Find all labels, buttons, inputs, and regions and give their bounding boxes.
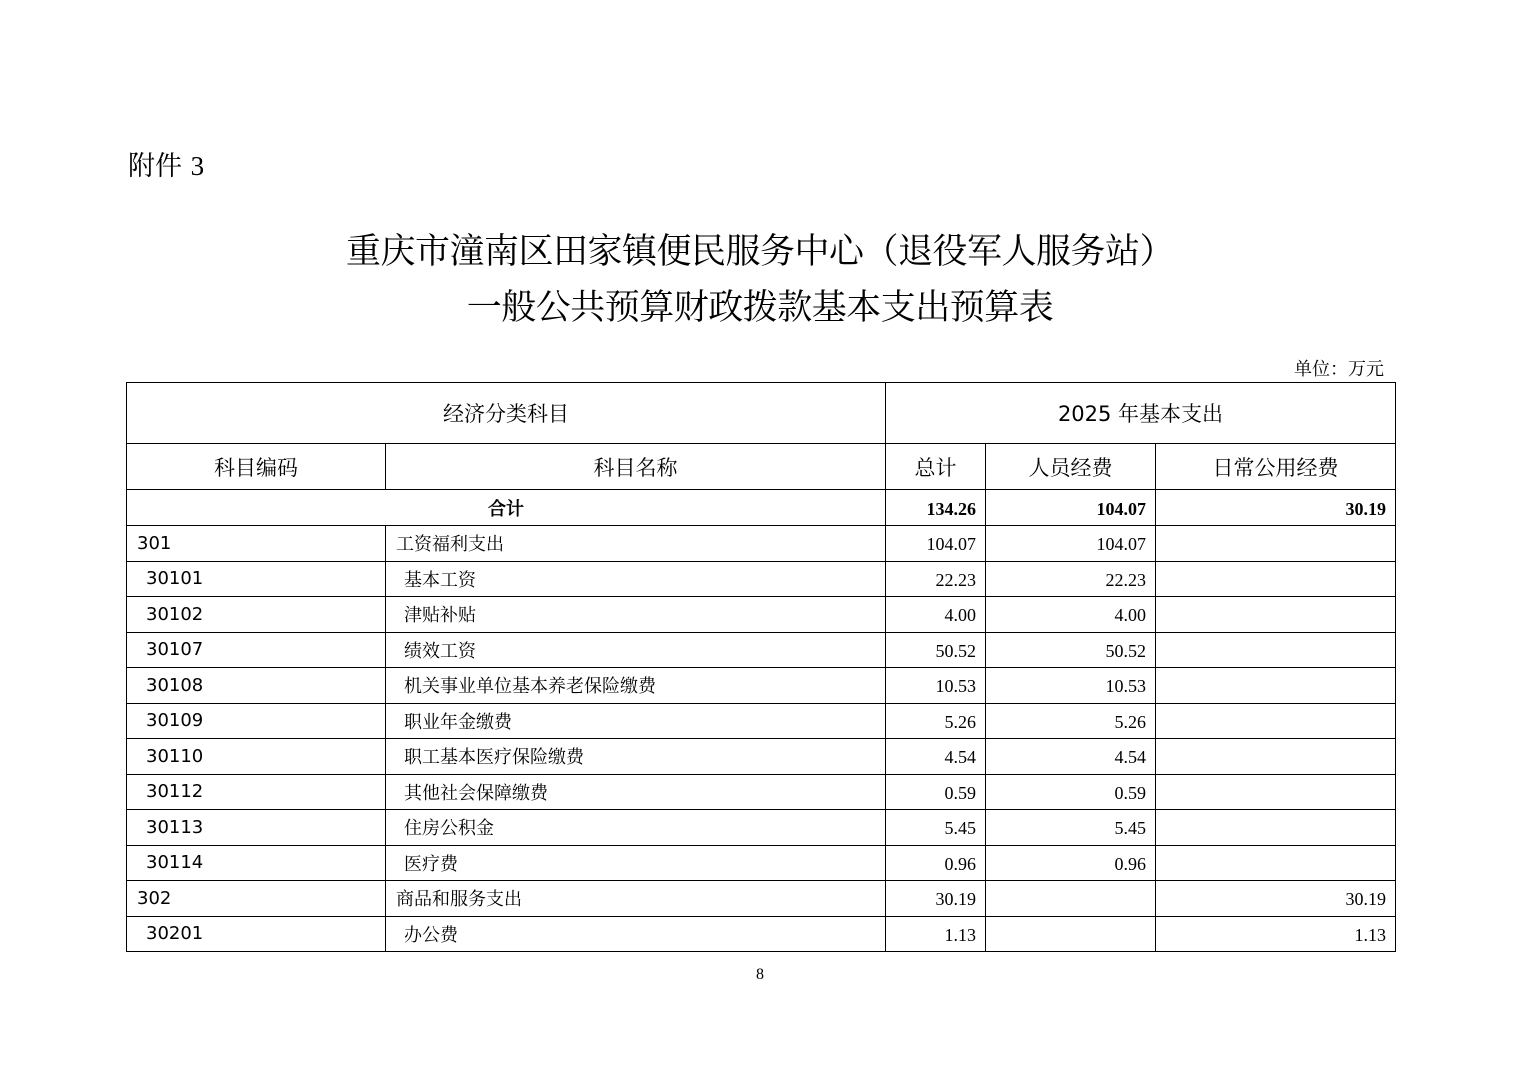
row-personnel: 50.52	[986, 632, 1156, 668]
row-personnel	[986, 916, 1156, 952]
table-row	[127, 561, 1396, 597]
row-total: 5.26	[886, 703, 986, 739]
row-personnel	[986, 881, 1156, 917]
row-personnel: 4.54	[986, 739, 1156, 775]
row-total: 30.19	[886, 881, 986, 917]
row-daily	[1156, 810, 1396, 846]
row-code: 301	[127, 526, 386, 562]
row-daily	[1156, 561, 1396, 597]
row-daily	[1156, 845, 1396, 881]
row-name: 基本工资	[386, 561, 886, 597]
row-name: 商品和服务支出	[386, 881, 886, 917]
row-name: 绩效工资	[386, 632, 886, 668]
table-row	[127, 526, 1396, 562]
header-year-expenditure: 2025 年基本支出	[886, 383, 1396, 444]
row-daily: 30.19	[1156, 881, 1396, 917]
row-name: 住房公积金	[386, 810, 886, 846]
row-total: 5.45	[886, 810, 986, 846]
table-row	[127, 845, 1396, 881]
row-personnel: 0.96	[986, 845, 1156, 881]
row-name: 职业年金缴费	[386, 703, 886, 739]
row-code: 30108	[127, 668, 386, 704]
total-total: 134.26	[886, 490, 986, 526]
page-number: 8	[756, 966, 764, 983]
row-daily	[1156, 632, 1396, 668]
row-daily	[1156, 703, 1396, 739]
budget-table	[126, 382, 1396, 952]
total-daily: 30.19	[1156, 490, 1396, 526]
row-name: 其他社会保障缴费	[386, 774, 886, 810]
table-row	[127, 810, 1396, 846]
row-personnel: 4.00	[986, 597, 1156, 633]
row-total: 0.59	[886, 774, 986, 810]
total-personnel: 104.07	[986, 490, 1156, 526]
row-total: 1.13	[886, 916, 986, 952]
row-personnel: 0.59	[986, 774, 1156, 810]
row-personnel: 5.26	[986, 703, 1156, 739]
header-personnel: 人员经费	[986, 444, 1156, 490]
row-code: 30110	[127, 739, 386, 775]
total-row	[127, 490, 1396, 526]
attachment-label	[128, 144, 204, 183]
row-code: 30109	[127, 703, 386, 739]
row-personnel: 104.07	[986, 526, 1156, 562]
row-code: 30114	[127, 845, 386, 881]
row-daily	[1156, 739, 1396, 775]
row-personnel: 5.45	[986, 810, 1156, 846]
row-name: 机关事业单位基本养老保险缴费	[386, 668, 886, 704]
row-personnel: 10.53	[986, 668, 1156, 704]
row-code: 30201	[127, 916, 386, 952]
total-label: 合计	[127, 490, 886, 526]
row-daily: 1.13	[1156, 916, 1396, 952]
attachment-text: 附件	[128, 151, 182, 182]
row-personnel: 22.23	[986, 561, 1156, 597]
row-code: 30113	[127, 810, 386, 846]
row-total: 10.53	[886, 668, 986, 704]
table-row	[127, 632, 1396, 668]
row-total: 0.96	[886, 845, 986, 881]
row-code: 30102	[127, 597, 386, 633]
row-code: 302	[127, 881, 386, 917]
row-total: 22.23	[886, 561, 986, 597]
row-daily	[1156, 668, 1396, 704]
row-total: 4.54	[886, 739, 986, 775]
row-daily	[1156, 597, 1396, 633]
table-row	[127, 597, 1396, 633]
header-name: 科目名称	[386, 444, 886, 490]
unit-label: 单位：万元	[1294, 359, 1384, 380]
table-row	[127, 739, 1396, 775]
row-daily	[1156, 774, 1396, 810]
row-total: 4.00	[886, 597, 986, 633]
row-code: 30101	[127, 561, 386, 597]
row-code: 30112	[127, 774, 386, 810]
table-row	[127, 703, 1396, 739]
row-name: 津贴补贴	[386, 597, 886, 633]
header-daily: 日常公用经费	[1156, 444, 1396, 490]
row-daily	[1156, 526, 1396, 562]
row-total: 50.52	[886, 632, 986, 668]
row-name: 办公费	[386, 916, 886, 952]
row-code: 30107	[127, 632, 386, 668]
table-row	[127, 668, 1396, 704]
row-name: 医疗费	[386, 845, 886, 881]
title-line-1: 重庆市潼南区田家镇便民服务中心（退役军人服务站）	[345, 232, 1174, 272]
header-classification: 经济分类科目	[127, 383, 886, 444]
header-code: 科目编码	[127, 444, 386, 490]
row-total: 104.07	[886, 526, 986, 562]
header-total: 总计	[886, 444, 986, 490]
attachment-number: 3	[190, 151, 205, 181]
title-line-2: 一般公共预算财政拨款基本支出预算表	[466, 288, 1054, 328]
row-name: 工资福利支出	[386, 526, 886, 562]
table-row	[127, 774, 1396, 810]
table-row	[127, 916, 1396, 952]
row-name: 职工基本医疗保险缴费	[386, 739, 886, 775]
table-row	[127, 881, 1396, 917]
